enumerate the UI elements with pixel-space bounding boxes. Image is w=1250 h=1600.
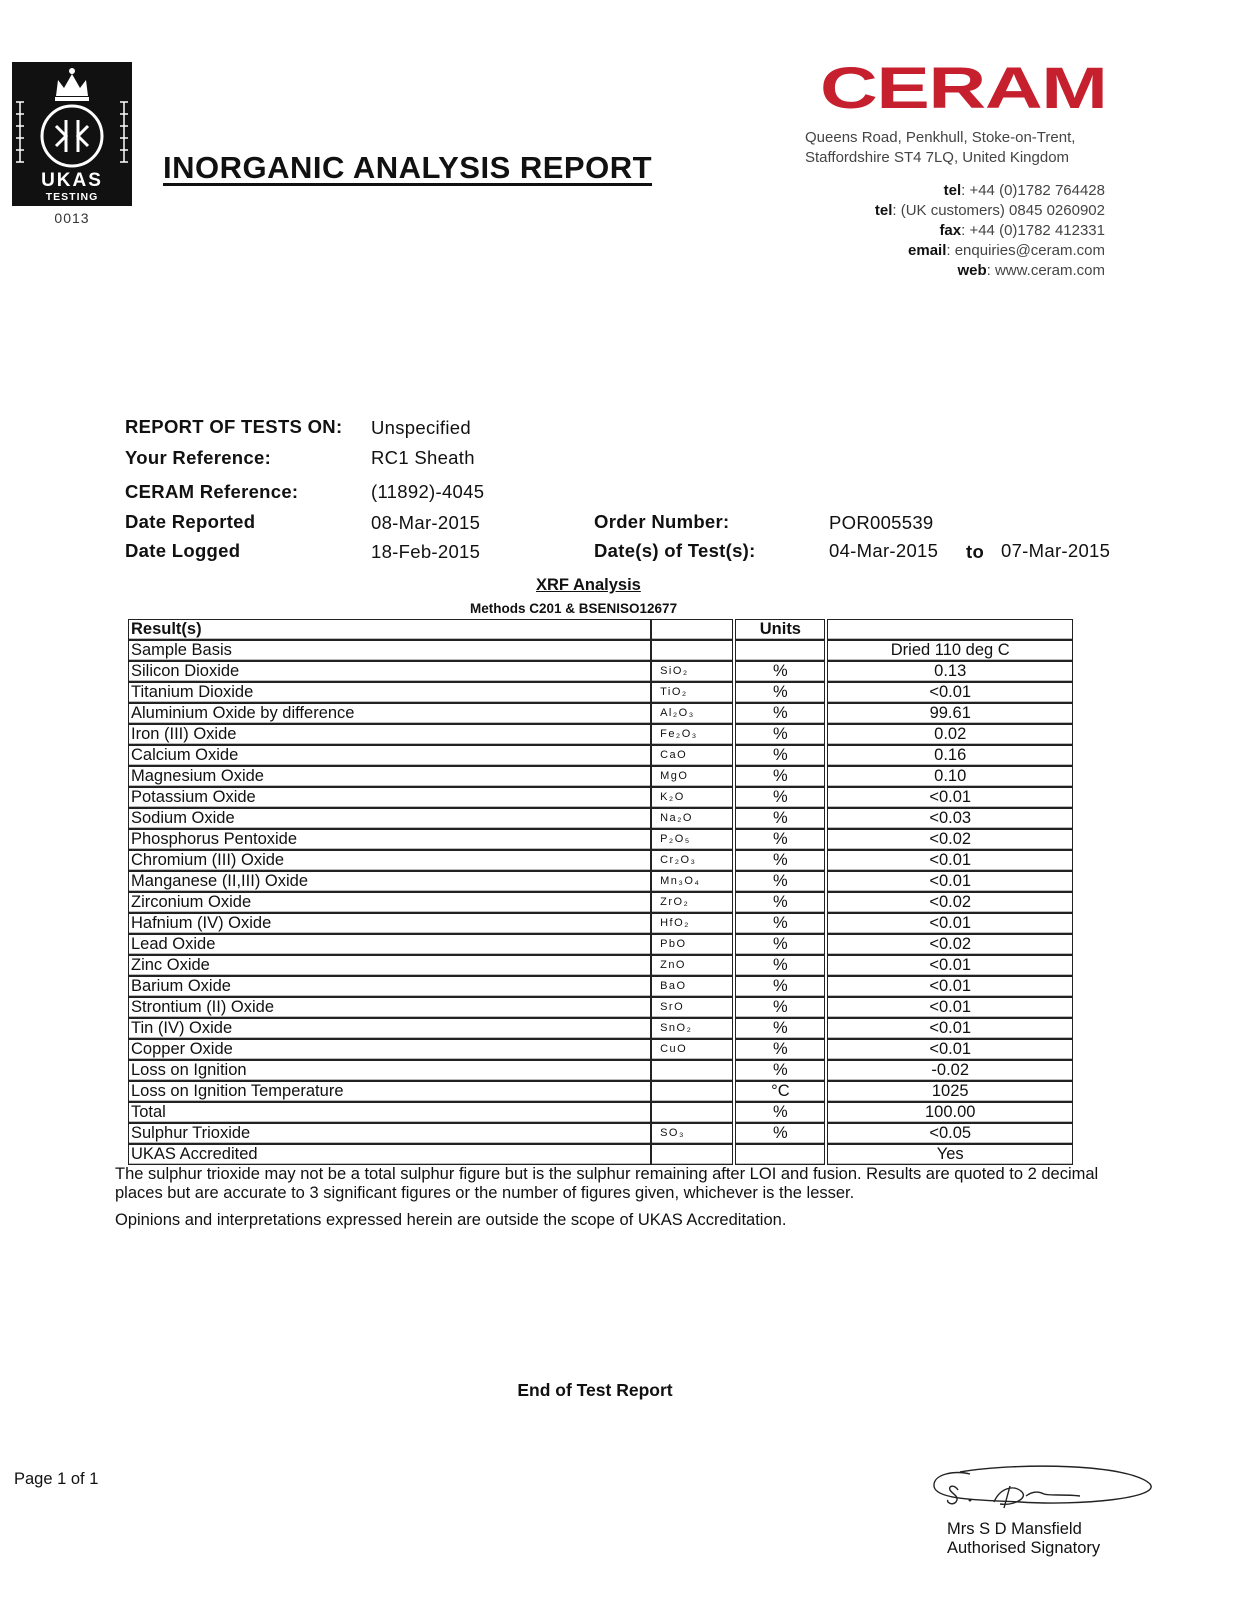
result-unit: % bbox=[735, 829, 825, 850]
result-unit bbox=[735, 640, 825, 661]
chemical-formula: Mn₃O₄ bbox=[651, 871, 733, 892]
result-value: <0.03 bbox=[827, 808, 1073, 829]
your-reference-label: Your Reference: bbox=[125, 447, 272, 468]
chemical-formula bbox=[651, 1102, 733, 1123]
ukas-logo bbox=[12, 62, 132, 206]
chemical-formula: MgO bbox=[651, 766, 733, 787]
chemical-formula: Fe₂O₃ bbox=[651, 724, 733, 745]
address-line: Staffordshire ST4 7LQ, United Kingdom bbox=[805, 149, 1070, 166]
result-value: 0.16 bbox=[827, 745, 1073, 766]
xrf-analysis-heading: XRF Analysis bbox=[536, 576, 641, 594]
contact-label: fax bbox=[939, 222, 962, 239]
contact-label: tel bbox=[874, 202, 893, 219]
result-name: Zinc Oxide bbox=[128, 955, 651, 976]
result-value: <0.01 bbox=[827, 955, 1073, 976]
result-unit: % bbox=[735, 1039, 825, 1060]
table-row bbox=[128, 682, 1073, 703]
result-name: Phosphorus Pentoxide bbox=[128, 829, 651, 850]
result-value: 99.61 bbox=[827, 703, 1073, 724]
result-name: Loss on Ignition bbox=[128, 1060, 651, 1081]
table-row bbox=[128, 703, 1073, 724]
result-name: Titanium Dioxide bbox=[128, 682, 651, 703]
table-row bbox=[128, 871, 1073, 892]
result-value: 0.10 bbox=[827, 766, 1073, 787]
chemical-formula: ZnO bbox=[651, 955, 733, 976]
svg-text:TESTING: TESTING bbox=[45, 191, 99, 203]
result-name: Hafnium (IV) Oxide bbox=[128, 913, 651, 934]
chemical-formula: SnO₂ bbox=[651, 1018, 733, 1039]
table-row bbox=[128, 745, 1073, 766]
contact-web bbox=[875, 261, 1105, 281]
table-row bbox=[128, 1123, 1073, 1144]
your-reference-value: RC1 Sheath bbox=[371, 447, 475, 468]
result-value: <0.02 bbox=[827, 934, 1073, 955]
table-row bbox=[128, 1144, 1073, 1165]
result-unit: % bbox=[735, 913, 825, 934]
result-name: Manganese (II,III) Oxide bbox=[128, 871, 651, 892]
table-row bbox=[128, 766, 1073, 787]
result-value: <0.02 bbox=[827, 829, 1073, 850]
chemical-formula bbox=[651, 1081, 733, 1102]
result-value: <0.05 bbox=[827, 1123, 1073, 1144]
contact-tel-uk bbox=[875, 201, 1105, 221]
result-name: Aluminium Oxide by difference bbox=[128, 703, 651, 724]
signatory-block bbox=[947, 1520, 1100, 1558]
table-row bbox=[128, 640, 1073, 661]
result-value: <0.01 bbox=[827, 1039, 1073, 1060]
contact-label: email bbox=[908, 242, 947, 259]
table-header-row bbox=[128, 619, 1073, 640]
chemical-formula bbox=[651, 640, 733, 661]
table-row bbox=[128, 976, 1073, 997]
signatory-title: Authorised Signatory bbox=[947, 1539, 1101, 1557]
result-unit: % bbox=[735, 745, 825, 766]
date-logged-value: 18-Feb-2015 bbox=[371, 541, 481, 562]
result-unit: % bbox=[735, 871, 825, 892]
result-unit: % bbox=[735, 976, 825, 997]
chemical-formula: BaO bbox=[651, 976, 733, 997]
chemical-formula bbox=[651, 1144, 733, 1165]
results-table-body bbox=[128, 619, 1073, 1165]
result-unit: % bbox=[735, 787, 825, 808]
table-row bbox=[128, 1081, 1073, 1102]
result-unit: % bbox=[735, 703, 825, 724]
result-name: Sample Basis bbox=[128, 640, 651, 661]
result-name: Zirconium Oxide bbox=[128, 892, 651, 913]
table-row bbox=[128, 850, 1073, 871]
ceram-reference-label: CERAM Reference: bbox=[125, 481, 299, 502]
company-contacts bbox=[875, 181, 1105, 281]
result-value: <0.01 bbox=[827, 997, 1073, 1018]
result-name: UKAS Accredited bbox=[128, 1144, 651, 1165]
result-unit: % bbox=[735, 661, 825, 682]
result-value: <0.01 bbox=[827, 787, 1073, 808]
table-row bbox=[128, 829, 1073, 850]
chemical-formula: CaO bbox=[651, 745, 733, 766]
contact-value: : (UK customers) 0845 0260902 bbox=[892, 202, 1105, 219]
result-value: -0.02 bbox=[827, 1060, 1073, 1081]
result-unit: % bbox=[735, 850, 825, 871]
contact-label: tel bbox=[943, 182, 962, 199]
result-name: Potassium Oxide bbox=[128, 787, 651, 808]
result-name: Lead Oxide bbox=[128, 934, 651, 955]
result-value: <0.01 bbox=[827, 682, 1073, 703]
result-name: Tin (IV) Oxide bbox=[128, 1018, 651, 1039]
sulphur-note: The sulphur trioxide may not be a total sulphur figure but is the sulphur remaining after LOI and fusion. Results are quoted to 2 decimal places but are accurate to 3 significant figures or the number of figures given, whichever is the lesser. bbox=[115, 1165, 1099, 1202]
table-row bbox=[128, 808, 1073, 829]
end-of-report: End of Test Report bbox=[517, 1380, 673, 1400]
results-table bbox=[128, 619, 1073, 1165]
contact-value: : +44 (0)1782 412331 bbox=[961, 222, 1105, 239]
table-row bbox=[128, 913, 1073, 934]
result-unit: % bbox=[735, 724, 825, 745]
date-reported-label: Date Reported bbox=[125, 511, 256, 532]
contact-value: : +44 (0)1782 764428 bbox=[961, 182, 1105, 199]
signature-image bbox=[930, 1462, 1170, 1522]
result-value: 0.02 bbox=[827, 724, 1073, 745]
chemical-formula: SrO bbox=[651, 997, 733, 1018]
date-reported-value: 08-Mar-2015 bbox=[371, 512, 481, 533]
ceram-logo: CERAM bbox=[820, 56, 1107, 121]
table-row bbox=[128, 724, 1073, 745]
result-name: Iron (III) Oxide bbox=[128, 724, 651, 745]
result-name: Barium Oxide bbox=[128, 976, 651, 997]
ukas-number: 0013 bbox=[54, 210, 90, 226]
result-value: 100.00 bbox=[827, 1102, 1073, 1123]
result-value: <0.01 bbox=[827, 913, 1073, 934]
chemical-formula bbox=[651, 1060, 733, 1081]
test-date-to-word: to bbox=[966, 541, 985, 562]
result-unit: % bbox=[735, 892, 825, 913]
chemical-formula: SiO₂ bbox=[651, 661, 733, 682]
test-date-to: 07-Mar-2015 bbox=[1001, 540, 1111, 561]
chemical-formula: SO₃ bbox=[651, 1123, 733, 1144]
result-name: Silicon Dioxide bbox=[128, 661, 651, 682]
result-value: Dried 110 deg C bbox=[827, 640, 1073, 661]
table-row bbox=[128, 892, 1073, 913]
report-title: INORGANIC ANALYSIS REPORT bbox=[163, 150, 653, 185]
table-row bbox=[128, 661, 1073, 682]
chemical-formula: ZrO₂ bbox=[651, 892, 733, 913]
contact-fax bbox=[875, 221, 1105, 241]
table-row bbox=[128, 1060, 1073, 1081]
ceram-reference-value: (11892)-4045 bbox=[371, 481, 485, 502]
result-value: Yes bbox=[827, 1144, 1073, 1165]
address-line: Queens Road, Penkhull, Stoke-on-Trent, bbox=[805, 129, 1076, 146]
result-name: Sulphur Trioxide bbox=[128, 1123, 651, 1144]
result-name: Total bbox=[128, 1102, 651, 1123]
signatory-name: Mrs S D Mansfield bbox=[947, 1520, 1082, 1538]
units-header: Units bbox=[735, 619, 825, 640]
result-value: <0.01 bbox=[827, 1018, 1073, 1039]
svg-text:UKAS: UKAS bbox=[41, 170, 103, 191]
table-row bbox=[128, 997, 1073, 1018]
methods-line: Methods C201 & BSENISO12677 bbox=[470, 601, 678, 616]
result-value: <0.01 bbox=[827, 871, 1073, 892]
result-unit: % bbox=[735, 682, 825, 703]
result-header: Result(s) bbox=[128, 619, 651, 640]
contact-tel bbox=[875, 181, 1105, 201]
order-number-label: Order Number: bbox=[594, 511, 730, 532]
result-value: 0.13 bbox=[827, 661, 1073, 682]
chemical-formula: Al₂O₃ bbox=[651, 703, 733, 724]
chemical-formula: Cr₂O₃ bbox=[651, 850, 733, 871]
contact-value: : www.ceram.com bbox=[986, 262, 1105, 279]
company-address bbox=[805, 128, 1105, 168]
test-date-from: 04-Mar-2015 bbox=[829, 540, 939, 561]
table-row bbox=[128, 1018, 1073, 1039]
result-name: Loss on Ignition Temperature bbox=[128, 1081, 651, 1102]
result-name: Copper Oxide bbox=[128, 1039, 651, 1060]
chemical-formula: PbO bbox=[651, 934, 733, 955]
ukas-crown-icon bbox=[12, 62, 132, 206]
result-value: <0.01 bbox=[827, 850, 1073, 871]
result-unit: % bbox=[735, 955, 825, 976]
value-header bbox=[827, 619, 1073, 640]
chemical-formula: CuO bbox=[651, 1039, 733, 1060]
result-unit: % bbox=[735, 766, 825, 787]
table-row bbox=[128, 955, 1073, 976]
tests-on-value: Unspecified bbox=[371, 417, 471, 438]
result-value: 1025 bbox=[827, 1081, 1073, 1102]
table-row bbox=[128, 934, 1073, 955]
result-unit bbox=[735, 1144, 825, 1165]
formula-header bbox=[651, 619, 733, 640]
ukas-note: Opinions and interpretations expressed herein are outside the scope of UKAS Accreditation. bbox=[115, 1211, 787, 1229]
tests-on-label: REPORT OF TESTS ON: bbox=[125, 416, 343, 437]
result-unit: % bbox=[735, 1018, 825, 1039]
result-unit: °C bbox=[735, 1081, 825, 1102]
result-unit: % bbox=[735, 997, 825, 1018]
result-unit: % bbox=[735, 1102, 825, 1123]
table-row bbox=[128, 1102, 1073, 1123]
date-logged-label: Date Logged bbox=[125, 540, 241, 561]
result-value: <0.01 bbox=[827, 976, 1073, 997]
result-name: Chromium (III) Oxide bbox=[128, 850, 651, 871]
result-unit: % bbox=[735, 1123, 825, 1144]
result-unit: % bbox=[735, 1060, 825, 1081]
result-name: Magnesium Oxide bbox=[128, 766, 651, 787]
test-dates-label: Date(s) of Test(s): bbox=[594, 540, 756, 561]
result-unit: % bbox=[735, 808, 825, 829]
chemical-formula: K₂O bbox=[651, 787, 733, 808]
result-unit: % bbox=[735, 934, 825, 955]
result-name: Calcium Oxide bbox=[128, 745, 651, 766]
result-name: Strontium (II) Oxide bbox=[128, 997, 651, 1018]
table-row bbox=[128, 1039, 1073, 1060]
page-number: Page 1 of 1 bbox=[14, 1470, 99, 1488]
chemical-formula: HfO₂ bbox=[651, 913, 733, 934]
result-value: <0.02 bbox=[827, 892, 1073, 913]
order-number-value: POR005539 bbox=[829, 512, 934, 533]
chemical-formula: TiO₂ bbox=[651, 682, 733, 703]
contact-email bbox=[875, 241, 1105, 261]
chemical-formula: Na₂O bbox=[651, 808, 733, 829]
chemical-formula: P₂O₅ bbox=[651, 829, 733, 850]
contact-label: web bbox=[957, 262, 987, 279]
table-row bbox=[128, 787, 1073, 808]
contact-value: : enquiries@ceram.com bbox=[946, 242, 1105, 259]
result-name: Sodium Oxide bbox=[128, 808, 651, 829]
